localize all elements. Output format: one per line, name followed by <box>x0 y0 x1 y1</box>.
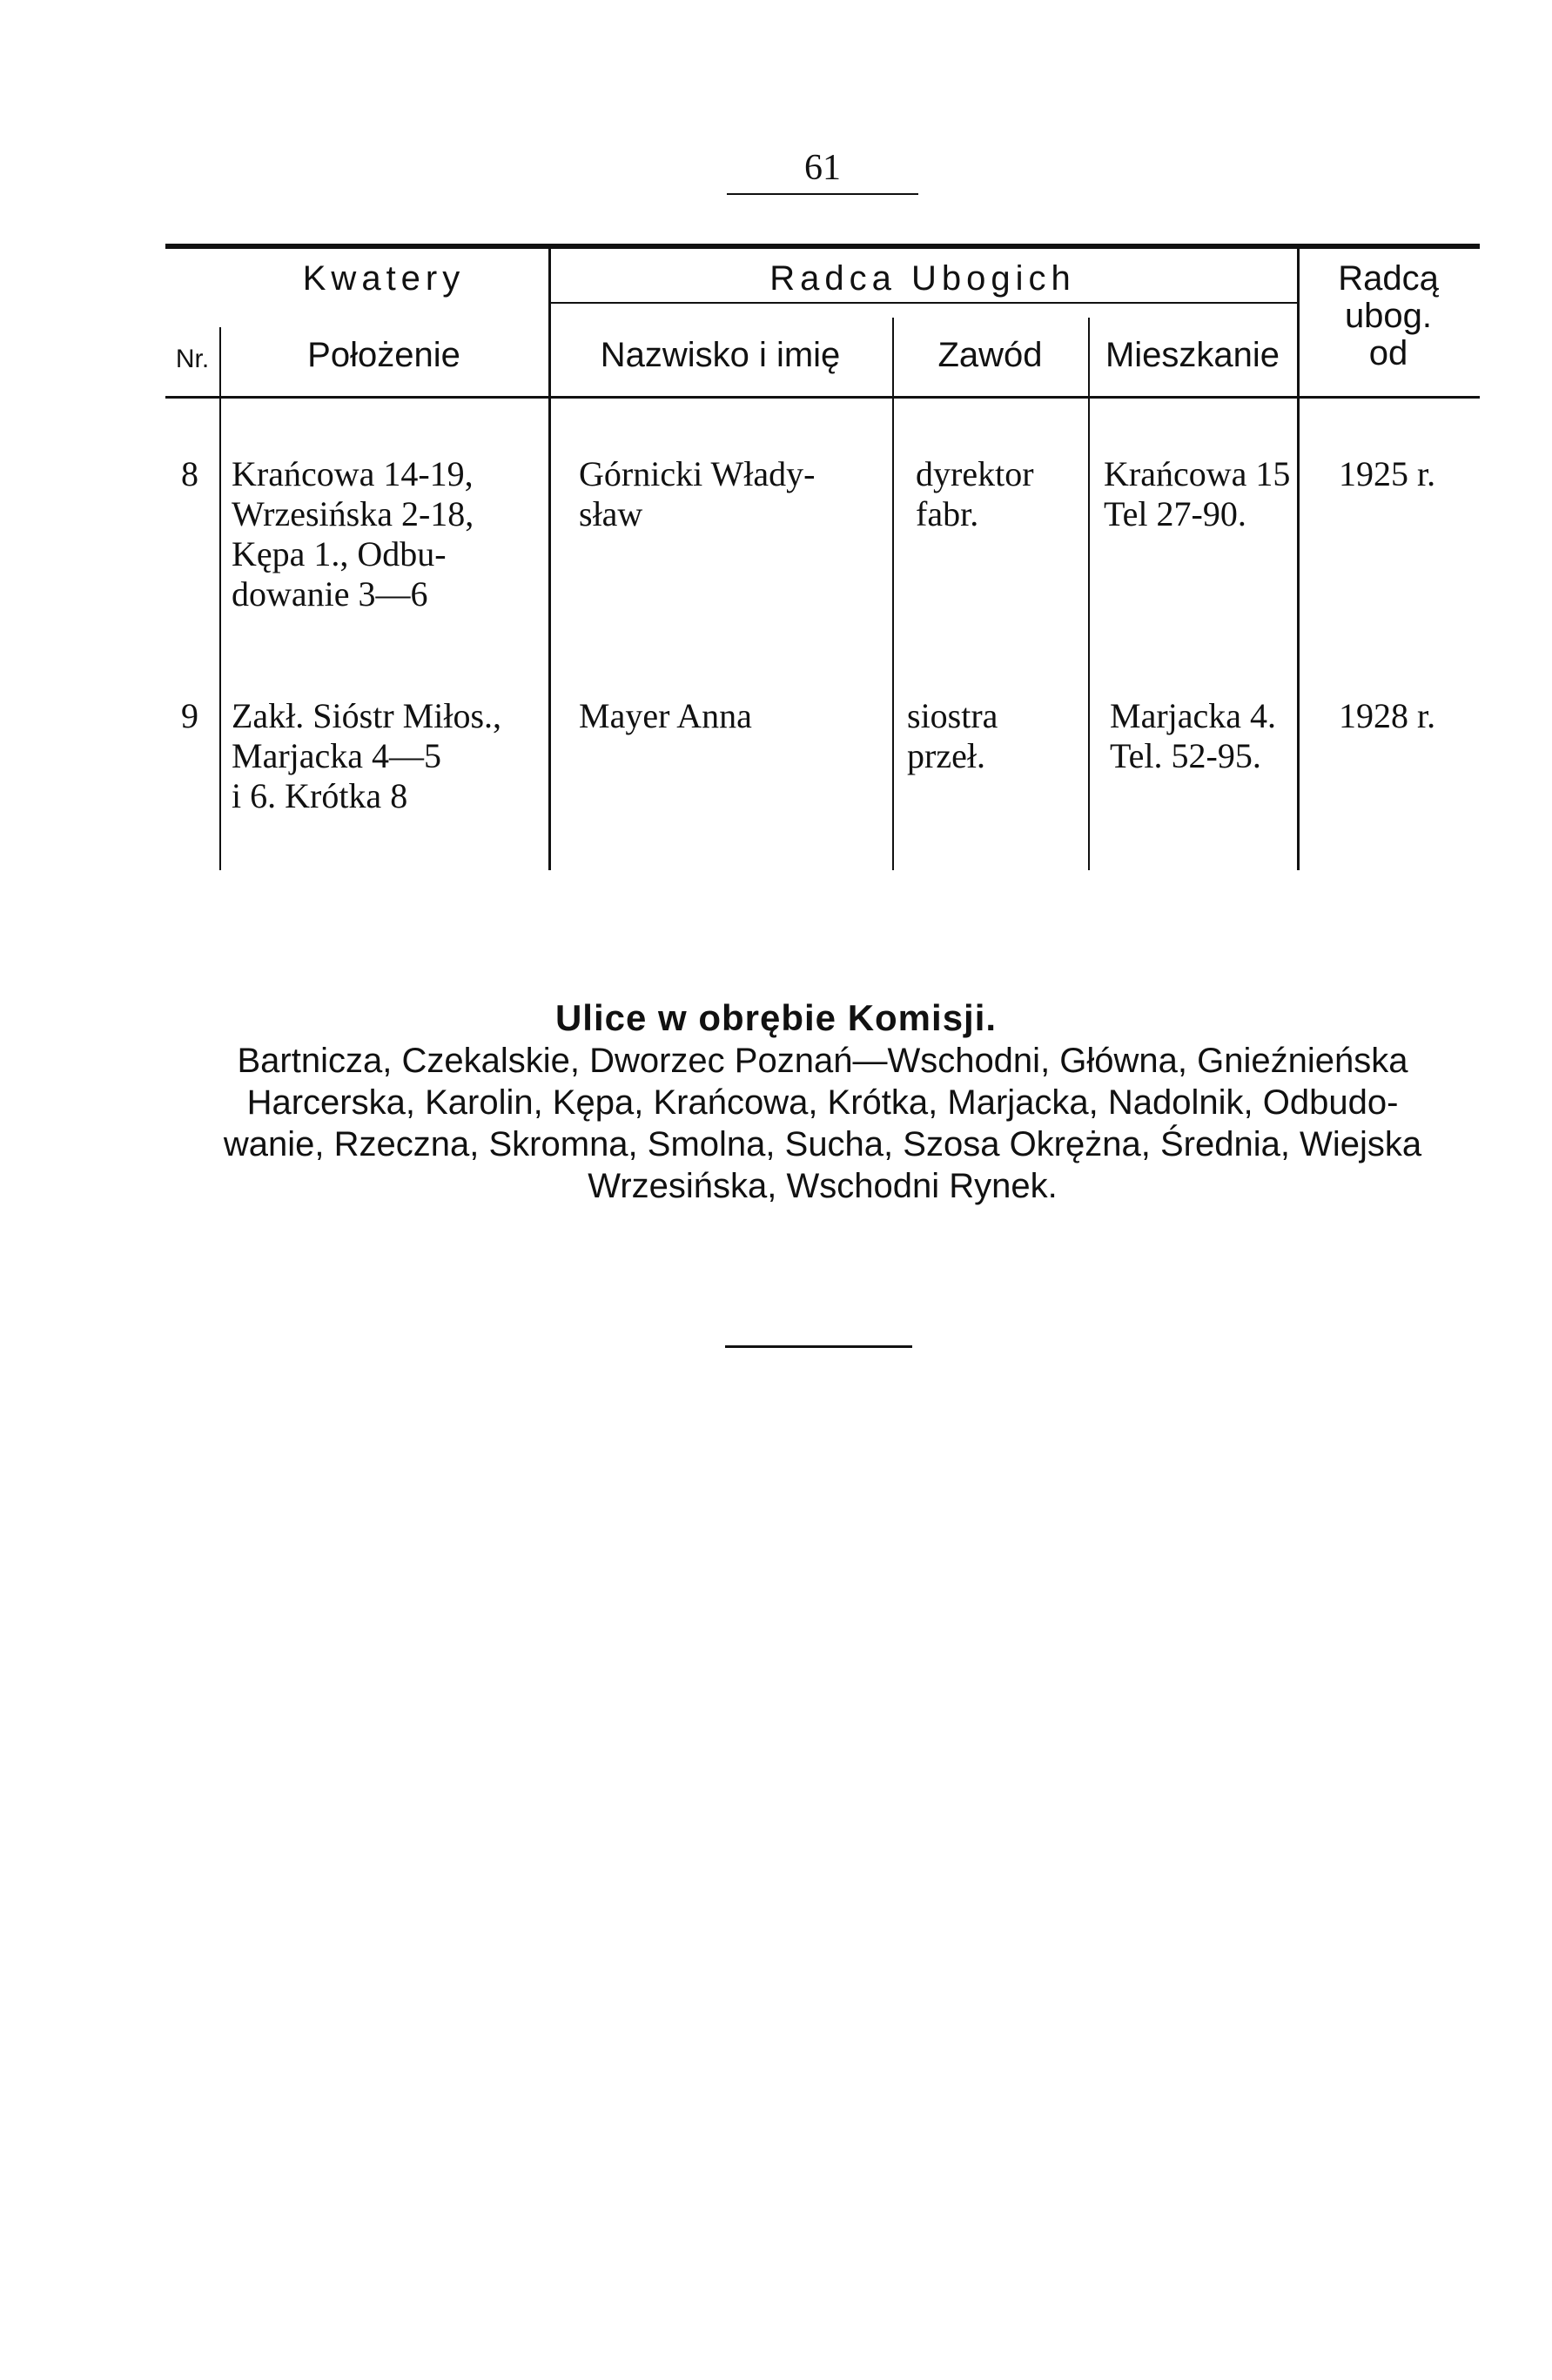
row-9-nr: 9 <box>181 696 198 735</box>
row-9-zawod-2: przeł. <box>907 736 985 775</box>
committee-table <box>165 244 1480 870</box>
row-9-mieszkanie-2: Tel. 52-95. <box>1110 736 1261 775</box>
row-8-mieszkanie-1: Krańcowa 15 <box>1104 454 1291 493</box>
header-kwatery: Kwatery <box>302 259 466 298</box>
header-radca-od-3: od <box>1368 334 1408 372</box>
col-divider-zawod <box>1088 318 1090 870</box>
street-line-1: Bartnicza, Czekalskie, Dworzec Poznań—Wschodni, Główna, Gnieźnieńska <box>237 1042 1408 1080</box>
header-nr: Nr. <box>175 345 210 373</box>
row-8-polozenie-1: Krańcowa 14-19, <box>232 454 474 493</box>
row-9-mieszkanie-1: Marjacka 4. <box>1110 696 1277 735</box>
row-8-nazwisko-2: sław <box>579 494 643 533</box>
header-bottom-rule <box>165 396 1480 399</box>
section-title: Ulice w obrębie Komisji. <box>554 997 998 1038</box>
page-number-rule <box>727 193 918 195</box>
header-radca-ubogich: Radca Ubogich <box>769 259 1076 298</box>
row-8-nazwisko-1: Górnicki Włady- <box>579 454 816 493</box>
row-8-zawod-1: dyrektor <box>916 454 1034 493</box>
table-top-rule <box>165 244 1480 249</box>
row-9-polozenie-1: Zakł. Sióstr Miłos., <box>232 696 502 735</box>
street-list <box>165 1040 1480 1207</box>
header-mid-rule <box>548 302 1297 304</box>
row-8-polozenie-4: dowanie 3—6 <box>232 574 428 613</box>
row-9-nazwisko-1: Mayer Anna <box>579 696 752 735</box>
header-zawod: Zawód <box>937 336 1043 374</box>
header-mieszkanie: Mieszkanie <box>1105 336 1280 374</box>
row-9-zawod-1: siostra <box>907 696 998 735</box>
page-number: 61 <box>804 148 841 188</box>
row-8-od: 1925 r. <box>1339 454 1436 493</box>
row-9-od: 1928 r. <box>1339 696 1436 735</box>
header-polozenie: Położenie <box>307 336 460 374</box>
street-line-4: Wrzesińska, Wschodni Rynek. <box>588 1167 1058 1205</box>
col-divider-nr <box>219 327 221 870</box>
row-9-polozenie-3: i 6. Krótka 8 <box>232 776 408 815</box>
row-8-polozenie-3: Kępa 1., Odbu- <box>232 534 447 573</box>
row-8-polozenie-2: Wrzesińska 2-18, <box>232 494 474 533</box>
header-radca-od-2: ubog. <box>1344 297 1433 335</box>
row-8-nr: 8 <box>181 454 198 493</box>
street-line-3: wanie, Rzeczna, Skromna, Smolna, Sucha, Szosa Okrężna, Średnia, Wiejska <box>223 1125 1422 1163</box>
row-8-zawod-2: fabr. <box>916 494 979 533</box>
header-nazwisko: Nazwisko i imię <box>600 336 841 374</box>
col-divider-nazwisko <box>892 318 894 870</box>
header-radca-od-1: Radcą <box>1338 259 1439 298</box>
row-9-polozenie-2: Marjacka 4—5 <box>232 736 442 775</box>
street-line-2: Harcerska, Karolin, Kępa, Krańcowa, Krótka, Marjacka, Nadolnik, Odbudo- <box>246 1083 1399 1122</box>
row-8-mieszkanie-2: Tel 27-90. <box>1104 494 1246 533</box>
end-rule <box>725 1345 912 1348</box>
